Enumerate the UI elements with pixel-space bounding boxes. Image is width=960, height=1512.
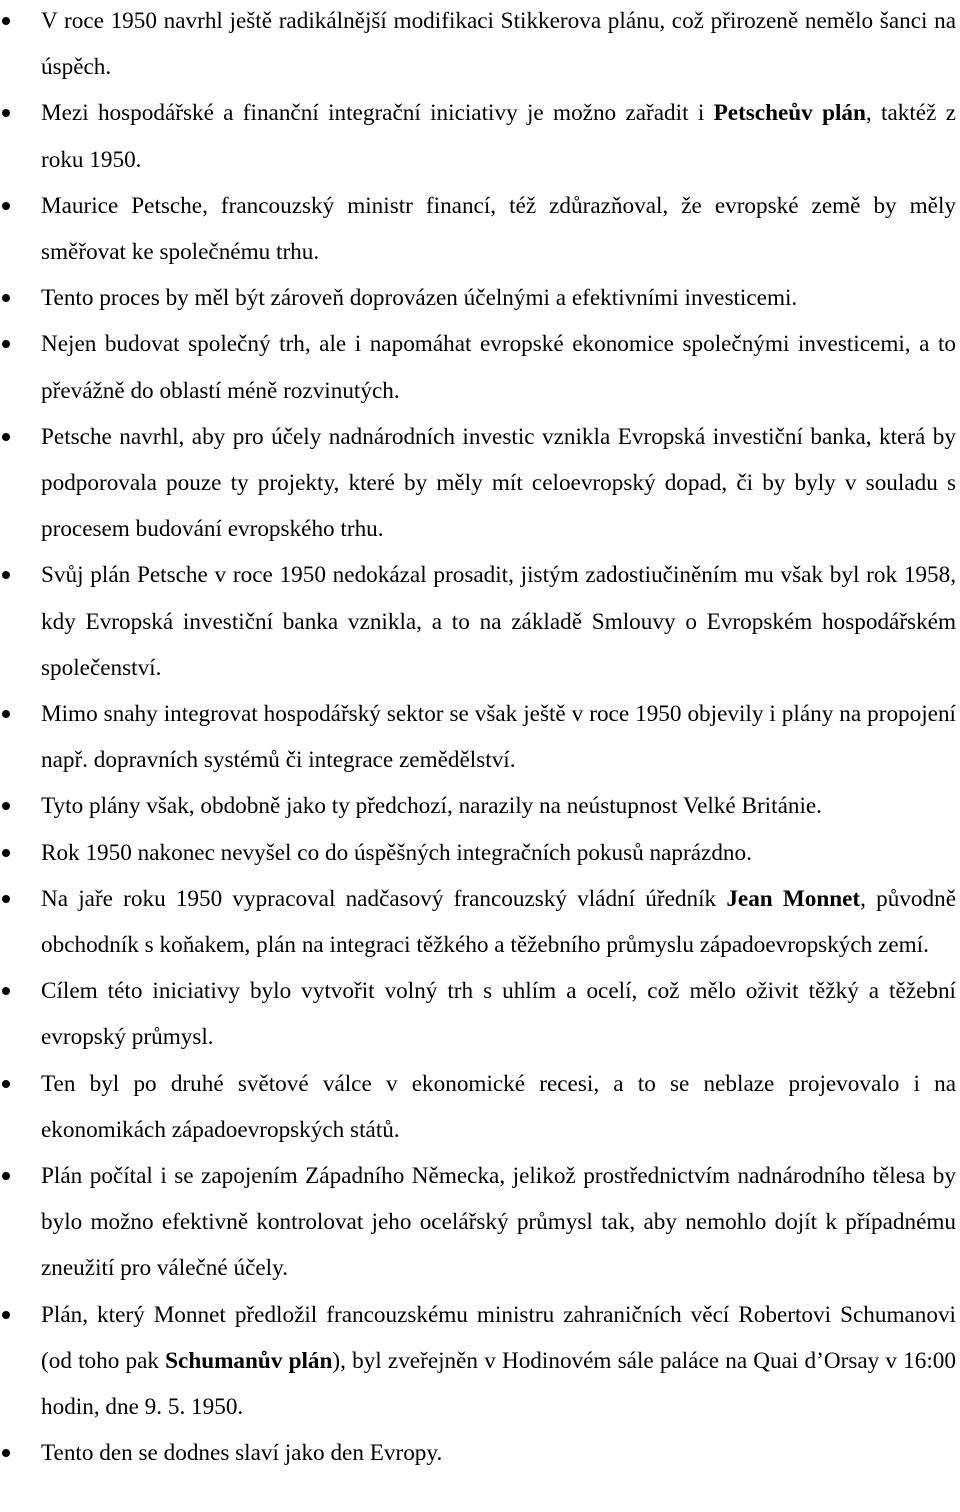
bullet-dot-icon xyxy=(2,987,10,995)
list-item xyxy=(0,1061,956,1153)
text-segment: Maurice Petsche, francouzský ministr financí, též zdůrazňoval, že evropské země by měly směřovat ke společnému trhu. xyxy=(41,192,956,266)
text-segment: Ten byl po druhé světové válce v ekonomické recesi, a to se neblaze projevovalo i na ekonomikách západoevropských států. xyxy=(41,1070,956,1143)
bullet-dot-icon xyxy=(2,17,10,25)
list-item xyxy=(0,1292,956,1431)
list-item xyxy=(0,0,956,90)
text-segment: , taktéž z roku 1950. xyxy=(41,100,956,173)
text-segment: Svůj plán Petsche v roce 1950 nedokázal prosadit, jistým zadostiučiněním mu však byl rok 1958, kdy Evropská investiční banka vznikla, a to na základě Smlouvy o Evropském hospodářském společenství. xyxy=(41,562,956,681)
text-segment: V roce 1950 navrhl ještě radikálnější modifikaci Stikkerova plánu, což přirozeně nemělo šanci na úspěch. xyxy=(41,8,956,81)
bullet-dot-icon xyxy=(2,849,10,857)
list-item xyxy=(0,183,956,275)
bullet-dot-icon xyxy=(2,1172,10,1180)
bold-text: Jean Monnet xyxy=(726,885,861,912)
bullet-dot-icon xyxy=(2,1080,10,1088)
text-segment: Plán počítal i se zapojením Západního Německa, jelikož prostřednictvím nadnárodního tělesa by bylo možno efektivně kontrolovat jeho ocelářský průmysl tak, aby nemohlo dojít k případnému zneužití pro válečné účely. xyxy=(41,1163,956,1282)
list-item xyxy=(0,275,956,321)
list-item xyxy=(0,90,956,182)
text-segment: Petsche navrhl, aby pro účely nadnárodních investic vznikla Evropská investiční banka, která by podporovala pouze ty projekty, které by měly mít celoevropský dopad, či by byly v souladu s procesem budování evropského trhu. xyxy=(41,423,956,543)
text-segment: , původně obchodník s koňakem, plán na integraci těžkého a těžebního průmyslu západoevropských zemí. xyxy=(41,885,957,959)
text-segment: Na jaře roku 1950 vypracoval nadčasový francouzský vládní úředník xyxy=(41,885,727,912)
text-segment: Mezi hospodářské a finanční integrační iniciativy je možno zařadit i xyxy=(41,100,714,127)
bullet-dot-icon xyxy=(2,895,10,903)
list-item xyxy=(0,321,956,413)
list-item xyxy=(0,552,956,691)
bullet-dot-icon xyxy=(2,202,10,210)
bullet-dot-icon xyxy=(2,294,10,302)
bullet-dot-icon xyxy=(2,340,10,348)
text-segment: Tento den se dodnes slaví jako den Evropy. xyxy=(41,1440,443,1467)
text-segment: Mimo snahy integrovat hospodářský sektor se však ještě v roce 1950 objevily i plány na propojení např. dopravních systémů či integrace zemědělství. xyxy=(41,701,956,774)
text-segment: Tento proces by měl být zároveň doprovázen účelnými a efektivními investicemi. xyxy=(41,285,798,312)
bold-text: Schumanův plán xyxy=(165,1347,333,1374)
list-item xyxy=(0,1430,956,1476)
text-segment: Nejen budovat společný trh, ale i napomáhat evropské ekonomice společnými investicemi, a to převážně do oblastí méně rozvinutých. xyxy=(41,331,956,404)
list-item xyxy=(0,876,956,968)
bullet-dot-icon xyxy=(2,1449,10,1457)
text-segment: ), byl zveřejněn v Hodinovém sále paláce na Quai d’Orsay v 16:00 hodin, dne 9. 5. 1950. xyxy=(41,1347,956,1421)
bullet-dot-icon xyxy=(2,433,10,441)
list-item xyxy=(0,830,956,876)
bullet-dot-icon xyxy=(2,802,10,810)
text-segment: Plán, který Monnet předložil francouzskému ministru zahraničních věcí Robertovi Schumanovi (od toho pak xyxy=(41,1301,956,1374)
list-item xyxy=(0,414,956,553)
bullet-dot-icon xyxy=(2,1311,10,1319)
bullet-dot-icon xyxy=(2,710,10,718)
bold-text: Petscheův plán xyxy=(713,100,866,127)
list-item xyxy=(0,783,956,829)
list-item xyxy=(0,968,956,1060)
list-item xyxy=(0,1153,956,1292)
text-segment: Tyto plány však, obdobně jako ty předchozí, narazily na neústupnost Velké Británie. xyxy=(41,793,822,820)
bullet-dot-icon xyxy=(2,109,10,117)
list-item xyxy=(0,691,956,783)
text-segment: Cílem této iniciativy bylo vytvořit volný trh s uhlím a ocelí, což mělo oživit těžký a těžební evropský průmysl. xyxy=(41,978,956,1051)
bullet-dot-icon xyxy=(2,571,10,579)
text-segment: Rok 1950 nakonec nevyšel co do úspěšných integračních pokusů naprázdno. xyxy=(41,839,752,866)
